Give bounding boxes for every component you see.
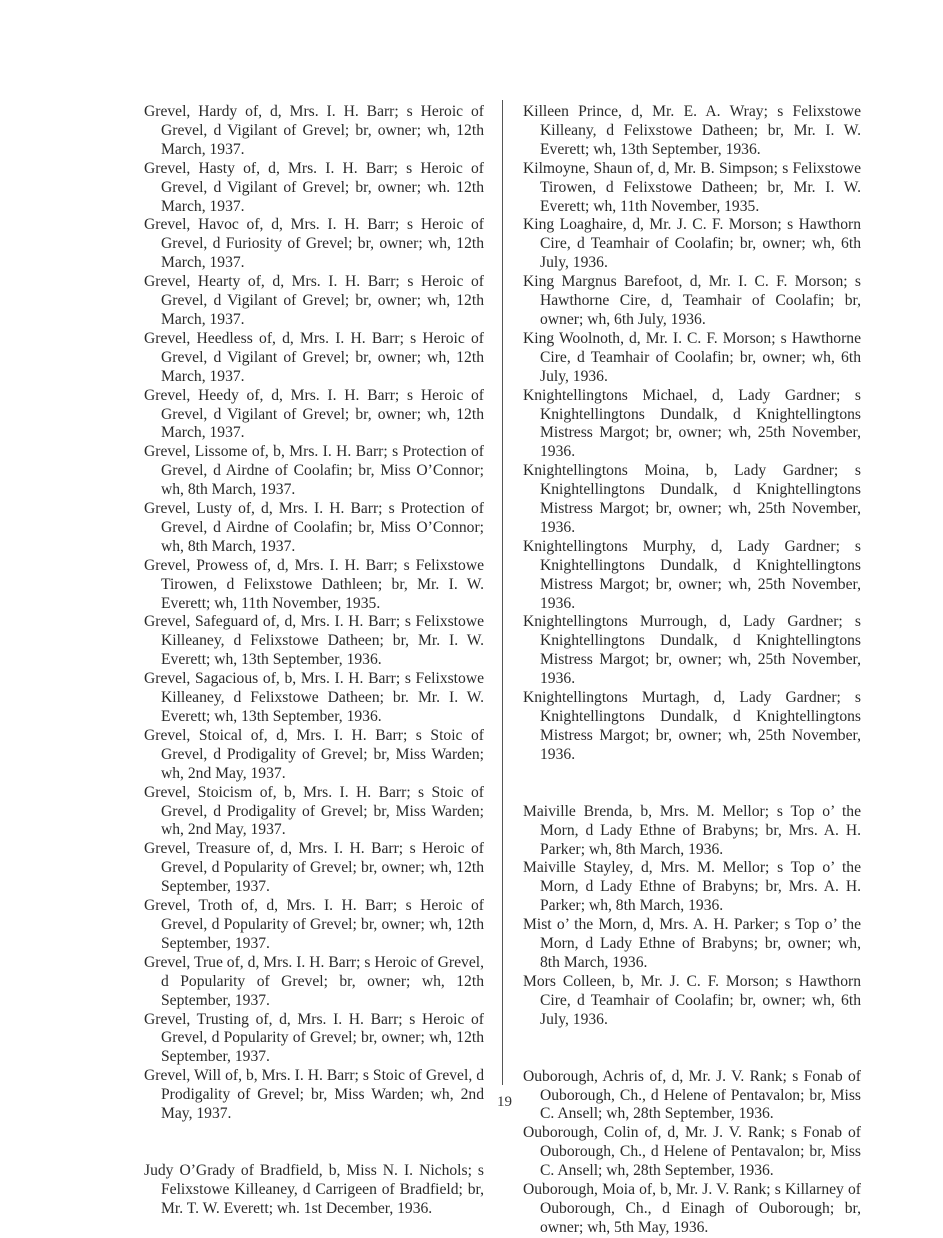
register-entry: Maiville Brenda, b, Mrs. M. Mellor; s Top o’ the Morn, d Lady Ethne of Brabyns; br, Mrs. A. H. Parker; wh, 8th March, 1936. (523, 802, 861, 858)
register-entry: Knightellingtons Michael, d, Lady Gardner; s Knightellingtons Dundalk, d Knightellingtons Mistress Margot; br, owner; wh, 25th November, 1936. (523, 386, 861, 461)
entry-group (144, 103, 484, 1124)
register-entry: Grevel, Stoical of, d, Mrs. I. H. Barr; s Stoic of Grevel, d Prodigality of Grevel; br, Miss Warden; wh, 2nd May, 1937. (144, 726, 484, 782)
register-entry: Ouborough, Moia of, b, Mr. J. V. Rank; s Killarney of Ouborough, Ch., d Einagh of Ouborough; br, owner; wh, 5th May, 1936. (523, 1181, 861, 1236)
entry-group (144, 1162, 484, 1219)
register-entry: Ouborough, Achris of, d, Mr. J. V. Rank; s Fonab of Ouborough, Ch., d Helene of Pentavalon; br, Miss C. Ansell; wh, 28th September, 1936. (523, 1067, 861, 1123)
register-entry: Grevel, Troth of, d, Mrs. I. H. Barr; s Heroic of Grevel, d Popularity of Grevel; br, owner; wh, 12th September, 1937. (144, 897, 484, 952)
register-entry: King Margnus Barefoot, d, Mr. I. C. F. Morson; s Hawthorne Cire, d, Teamhair of Coolafin; br, owner; wh, 6th July, 1936. (523, 273, 861, 328)
register-entry: Knightellingtons Murrough, d, Lady Gardner; s Knightellingtons Dundalk, d Knightellingtons Mistress Margot; br, owner; wh, 25th November, 1936. (523, 613, 861, 688)
register-entry: King Woolnoth, d, Mr. I. C. F. Morson; s Hawthorne Cire, d Teamhair of Coolafin; br, owner; wh, 6th July, 1936. (523, 329, 861, 385)
register-entry: Ouborough, Colin of, d, Mr. J. V. Rank; s Fonab of Ouborough, Ch., d Helene of Pentavalon; br, Miss C. Ansell; wh, 28th September, 1936. (523, 1124, 861, 1180)
register-entry: Grevel, Stoicism of, b, Mrs. I. H. Barr; s Stoic of Grevel, d Prodigality of Grevel; br, Miss Warden; wh, 2nd May, 1937. (144, 783, 484, 839)
register-entry: Kilmoyne, Shaun of, d, Mr. B. Simpson; s Felixstowe Tirowen, d Felixstowe Datheen; br, Mr. I. W. Everett; wh, 11th November, 1935. (523, 159, 861, 215)
register-entry: Maiville Stayley, d, Mrs. M. Mellor; s Top o’ the Morn, d Lady Ethne of Brabyns; br, Mrs. A. H. Parker; wh, 8th March, 1936. (523, 859, 861, 915)
register-entry: Grevel, Trusting of, d, Mrs. I. H. Barr; s Heroic of Grevel, d Popularity of Grevel; br, owner; wh, 12th September, 1937. (144, 1010, 484, 1066)
register-entry: Knightellingtons Moina, b, Lady Gardner; s Knightellingtons Dundalk, d Knightellingtons Mistress Margot; br, owner; wh, 25th November, 1936. (523, 462, 861, 536)
register-entry: Grevel, True of, d, Mrs. I. H. Barr; s Heroic of Grevel, d Popularity of Grevel; br, owner; wh, 12th September, 1937. (144, 953, 484, 1009)
section-gap (144, 1124, 484, 1162)
register-entry: Grevel, Will of, b, Mrs. I. H. Barr; s Stoic of Grevel, d Prodigality of Grevel; br, Miss Warden; wh, 2nd May, 1937. (144, 1067, 484, 1123)
register-entry: Grevel, Lusty of, d, Mrs. I. H. Barr; s Protection of Grevel, d Airdne of Coolafin; br, Miss O’Connor; wh, 8th March, 1937. (144, 500, 484, 555)
register-entry: Knightellingtons Murphy, d, Lady Gardner; s Knightellingtons Dundalk, d Knightellingtons Mistress Margot; br, owner; wh, 25th November, 1936. (523, 537, 861, 612)
register-entry: Knightellingtons Murtagh, d, Lady Gardner; s Knightellingtons Dundalk, d Knightellingtons Mistress Margot; br, owner; wh, 25th November, 1936. (523, 689, 861, 763)
register-entry: Mors Colleen, b, Mr. J. C. F. Morson; s Hawthorn Cire, d Teamhair of Coolafin; br, owner; wh, 6th July, 1936. (523, 972, 861, 1028)
section-gap (523, 765, 861, 803)
entry-group (523, 103, 861, 765)
register-entry: Grevel, Treasure of, d, Mrs. I. H. Barr; s Heroic of Grevel, d Popularity of Grevel; br, owner; wh, 12th September, 1937. (144, 840, 484, 896)
register-entry: Mist o’ the Morn, d, Mrs. A. H. Parker; s Top o’ the Morn, d Lady Ethne of Brabyns; br, owner; wh, 8th March, 1936. (523, 916, 861, 971)
entry-group (523, 1068, 861, 1238)
register-entry: Judy O’Grady of Bradfield, b, Miss N. I. Nichols; s Felixstowe Killeaney, d Carrigeen of Bradfield; br, Mr. T. W. Everett; wh. 1st December, 1936. (144, 1161, 484, 1217)
section-gap (523, 1030, 861, 1068)
right-column (523, 103, 861, 1238)
register-entry: Grevel, Havoc of, d, Mrs. I. H. Barr; s Heroic of Grevel, d Furiosity of Grevel; br, owner; wh, 12th March, 1937. (144, 216, 484, 272)
register-entry: Grevel, Lissome of, b, Mrs. I. H. Barr; s Protection of Grevel, d Airdne of Coolafin; br, Miss O’Connor; wh, 8th March, 1937. (144, 443, 484, 499)
register-entry: Killeen Prince, d, Mr. E. A. Wray; s Felixstowe Killeany, d Felixstowe Datheen; br, Mr. I. W. Everett; wh, 13th September, 1936. (523, 103, 861, 158)
register-entry: Grevel, Sagacious of, b, Mrs. I. H. Barr; s Felixstowe Killeaney, d Felixstowe Datheen; br. Mr. I. W. Everett; wh, 13th September, 1936. (144, 670, 484, 725)
left-column (144, 103, 484, 1219)
register-entry: Grevel, Hardy of, d, Mrs. I. H. Barr; s Heroic of Grevel, d Vigilant of Grevel; br, owner; wh, 12th March, 1937. (144, 103, 484, 158)
entry-group (523, 803, 861, 1030)
page-number: 19 (497, 1094, 512, 1110)
register-entry: Grevel, Hearty of, d, Mrs. I. H. Barr; s Heroic of Grevel, d Vigilant of Grevel; br, owner; wh, 12th March, 1937. (144, 273, 484, 328)
column-divider (502, 100, 503, 1085)
register-entry: Grevel, Safeguard of, d, Mrs. I. H. Barr; s Felixstowe Killeaney, d Felixstowe Datheen; br, Mr. I. W. Everett; wh, 13th September, 1936. (144, 613, 484, 669)
register-entry: Grevel, Hasty of, d, Mrs. I. H. Barr; s Heroic of Grevel, d Vigilant of Grevel; br, owner; wh. 12th March, 1937. (144, 159, 484, 215)
register-entry: Grevel, Heedless of, d, Mrs. I. H. Barr; s Heroic of Grevel, d Vigilant of Grevel; br, owner; wh, 12th March, 1937. (144, 329, 484, 385)
register-entry: Grevel, Prowess of, d, Mrs. I. H. Barr; s Felixstowe Tirowen, d Felixstowe Dathleen; br, Mr. I. W. Everett; wh, 11th November, 1935. (144, 556, 484, 612)
register-entry: King Loaghaire, d, Mr. J. C. F. Morson; s Hawthorn Cire, d Teamhair of Coolafin; br, owner; wh, 6th July, 1936. (523, 216, 861, 272)
register-entry: Grevel, Heedy of, d, Mrs. I. H. Barr; s Heroic of Grevel, d Vigilant of Grevel; br, owner; wh, 12th March, 1937. (144, 386, 484, 442)
